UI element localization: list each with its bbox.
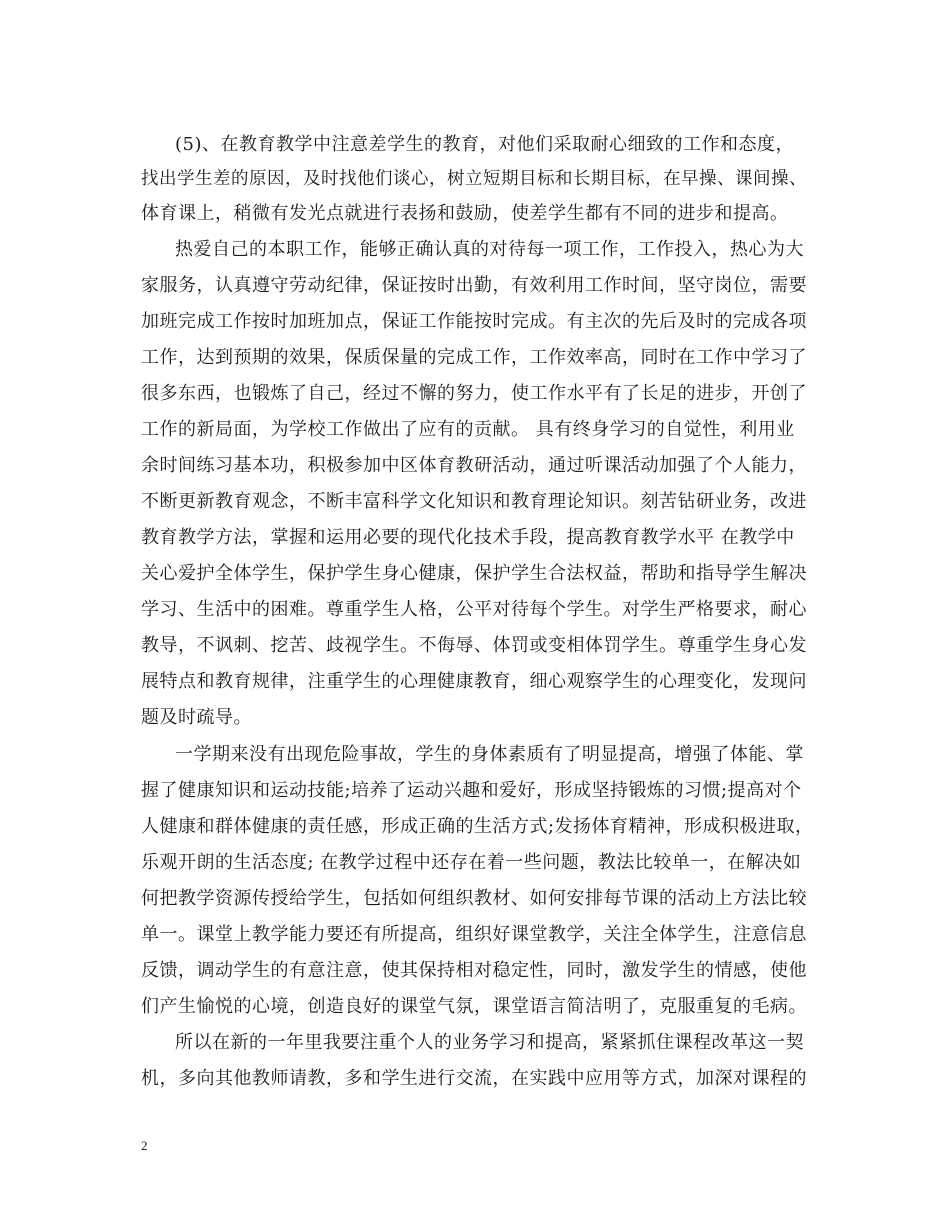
text-line: 握了健康知识和运动技能;培养了运动兴趣和爱好，形成坚持锻炼的习惯;提高对个 [141,780,802,801]
text-line: 们产生愉悦的心境，创造良好的课堂气氛，课堂语言简洁明了，克服重复的毛病。 [141,996,807,1017]
text-line: (5)、在教育教学中注意差学生的教育，对他们采取耐心细致的工作和态度， [175,134,794,155]
text-line: 教导，不讽刺、挖苦、歧视学生。不侮辱、体罚或变相体罚学生。尊重学生身心发 [141,635,807,656]
text-line: 不断更新教育观念，不断丰富科学文化知识和教育理论知识。刻苦钻研业务，改进 [141,491,807,512]
text-line: 体育课上，稍微有发光点就进行表扬和鼓励，使差学生都有不同的进步和提高。 [141,203,789,224]
text-line: 热爱自己的本职工作，能够正确认真的对待每一项工作，工作投入，热心为大 [175,239,804,260]
text-line: 学习、生活中的困难。尊重学生人格，公平对待每个学生。对学生严格要求，耐心 [141,599,807,620]
text-line: 机，多向其他教师请教，多和学生进行交流，在实践中应用等方式，加深对课程的 [141,1068,807,1089]
text-line: 题及时疏导。 [141,707,252,728]
text-line: 找出学生差的原因，及时找他们谈心，树立短期目标和长期目标，在早操、课间操、 [141,169,807,189]
text-line: 人健康和群体健康的责任感，形成正确的生活方式;发扬体育精神，形成积极进取， [141,816,814,837]
text-line: 乐观开朗的生活态度; 在教学过程中还存在着一些问题，教法比较单一，在解决如 [141,852,802,873]
text-line: 反馈，调动学生的有意注意，使其保持相对稳定性，同时，激发学生的情感，使他 [141,960,807,981]
page-number: 2 [141,1138,148,1153]
text-line: 何把教学资源传授给学生，包括如何组织教材、如何安排每节课的活动上方法比较 [141,888,807,909]
text-line: 教育教学方法，掌握和运用必要的现代化技术手段，提高教育教学水平 在教学中 [141,527,795,548]
text-line: 一学期来没有出现危险事故，学生的身体素质有了明显提高，增强了体能、掌 [175,744,804,765]
text-line: 工作，达到预期的效果，保质保量的完成工作，工作效率高，同时在工作中学习了 [141,347,807,368]
text-line: 展特点和教育规律，注重学生的心理健康教育，细心观察学生的心理变化，发现问 [141,671,807,692]
text-line: 余时间练习基本功，积极参加中区体育教研活动，通过听课活动加强了个人能力， [141,455,807,476]
text-line: 很多东西，也锻炼了自己，经过不懈的努力，使工作水平有了长足的进步，开创了 [141,383,807,404]
text-line: 单一。课堂上教学能力要还有所提高，组织好课堂教学，关注全体学生，注意信息 [141,924,807,945]
text-line: 加班完成工作按时加班加点，保证工作能按时完成。有主次的先后及时的完成各项 [141,311,807,332]
text-line: 家服务，认真遵守劳动纪律，保证按时出勤，有效利用工作时间，坚守岗位，需要 [141,275,807,296]
text-line: 工作的新局面，为学校工作做出了应有的贡献。 具有终身学习的自觉性，利用业 [141,419,795,440]
text-line: 所以在新的一年里我要注重个人的业务学习和提高，紧紧抓住课程改革这一契 [175,1032,804,1053]
text-line: 关心爱护全体学生，保护学生身心健康，保护学生合法权益，帮助和指导学生解决 [141,563,807,584]
